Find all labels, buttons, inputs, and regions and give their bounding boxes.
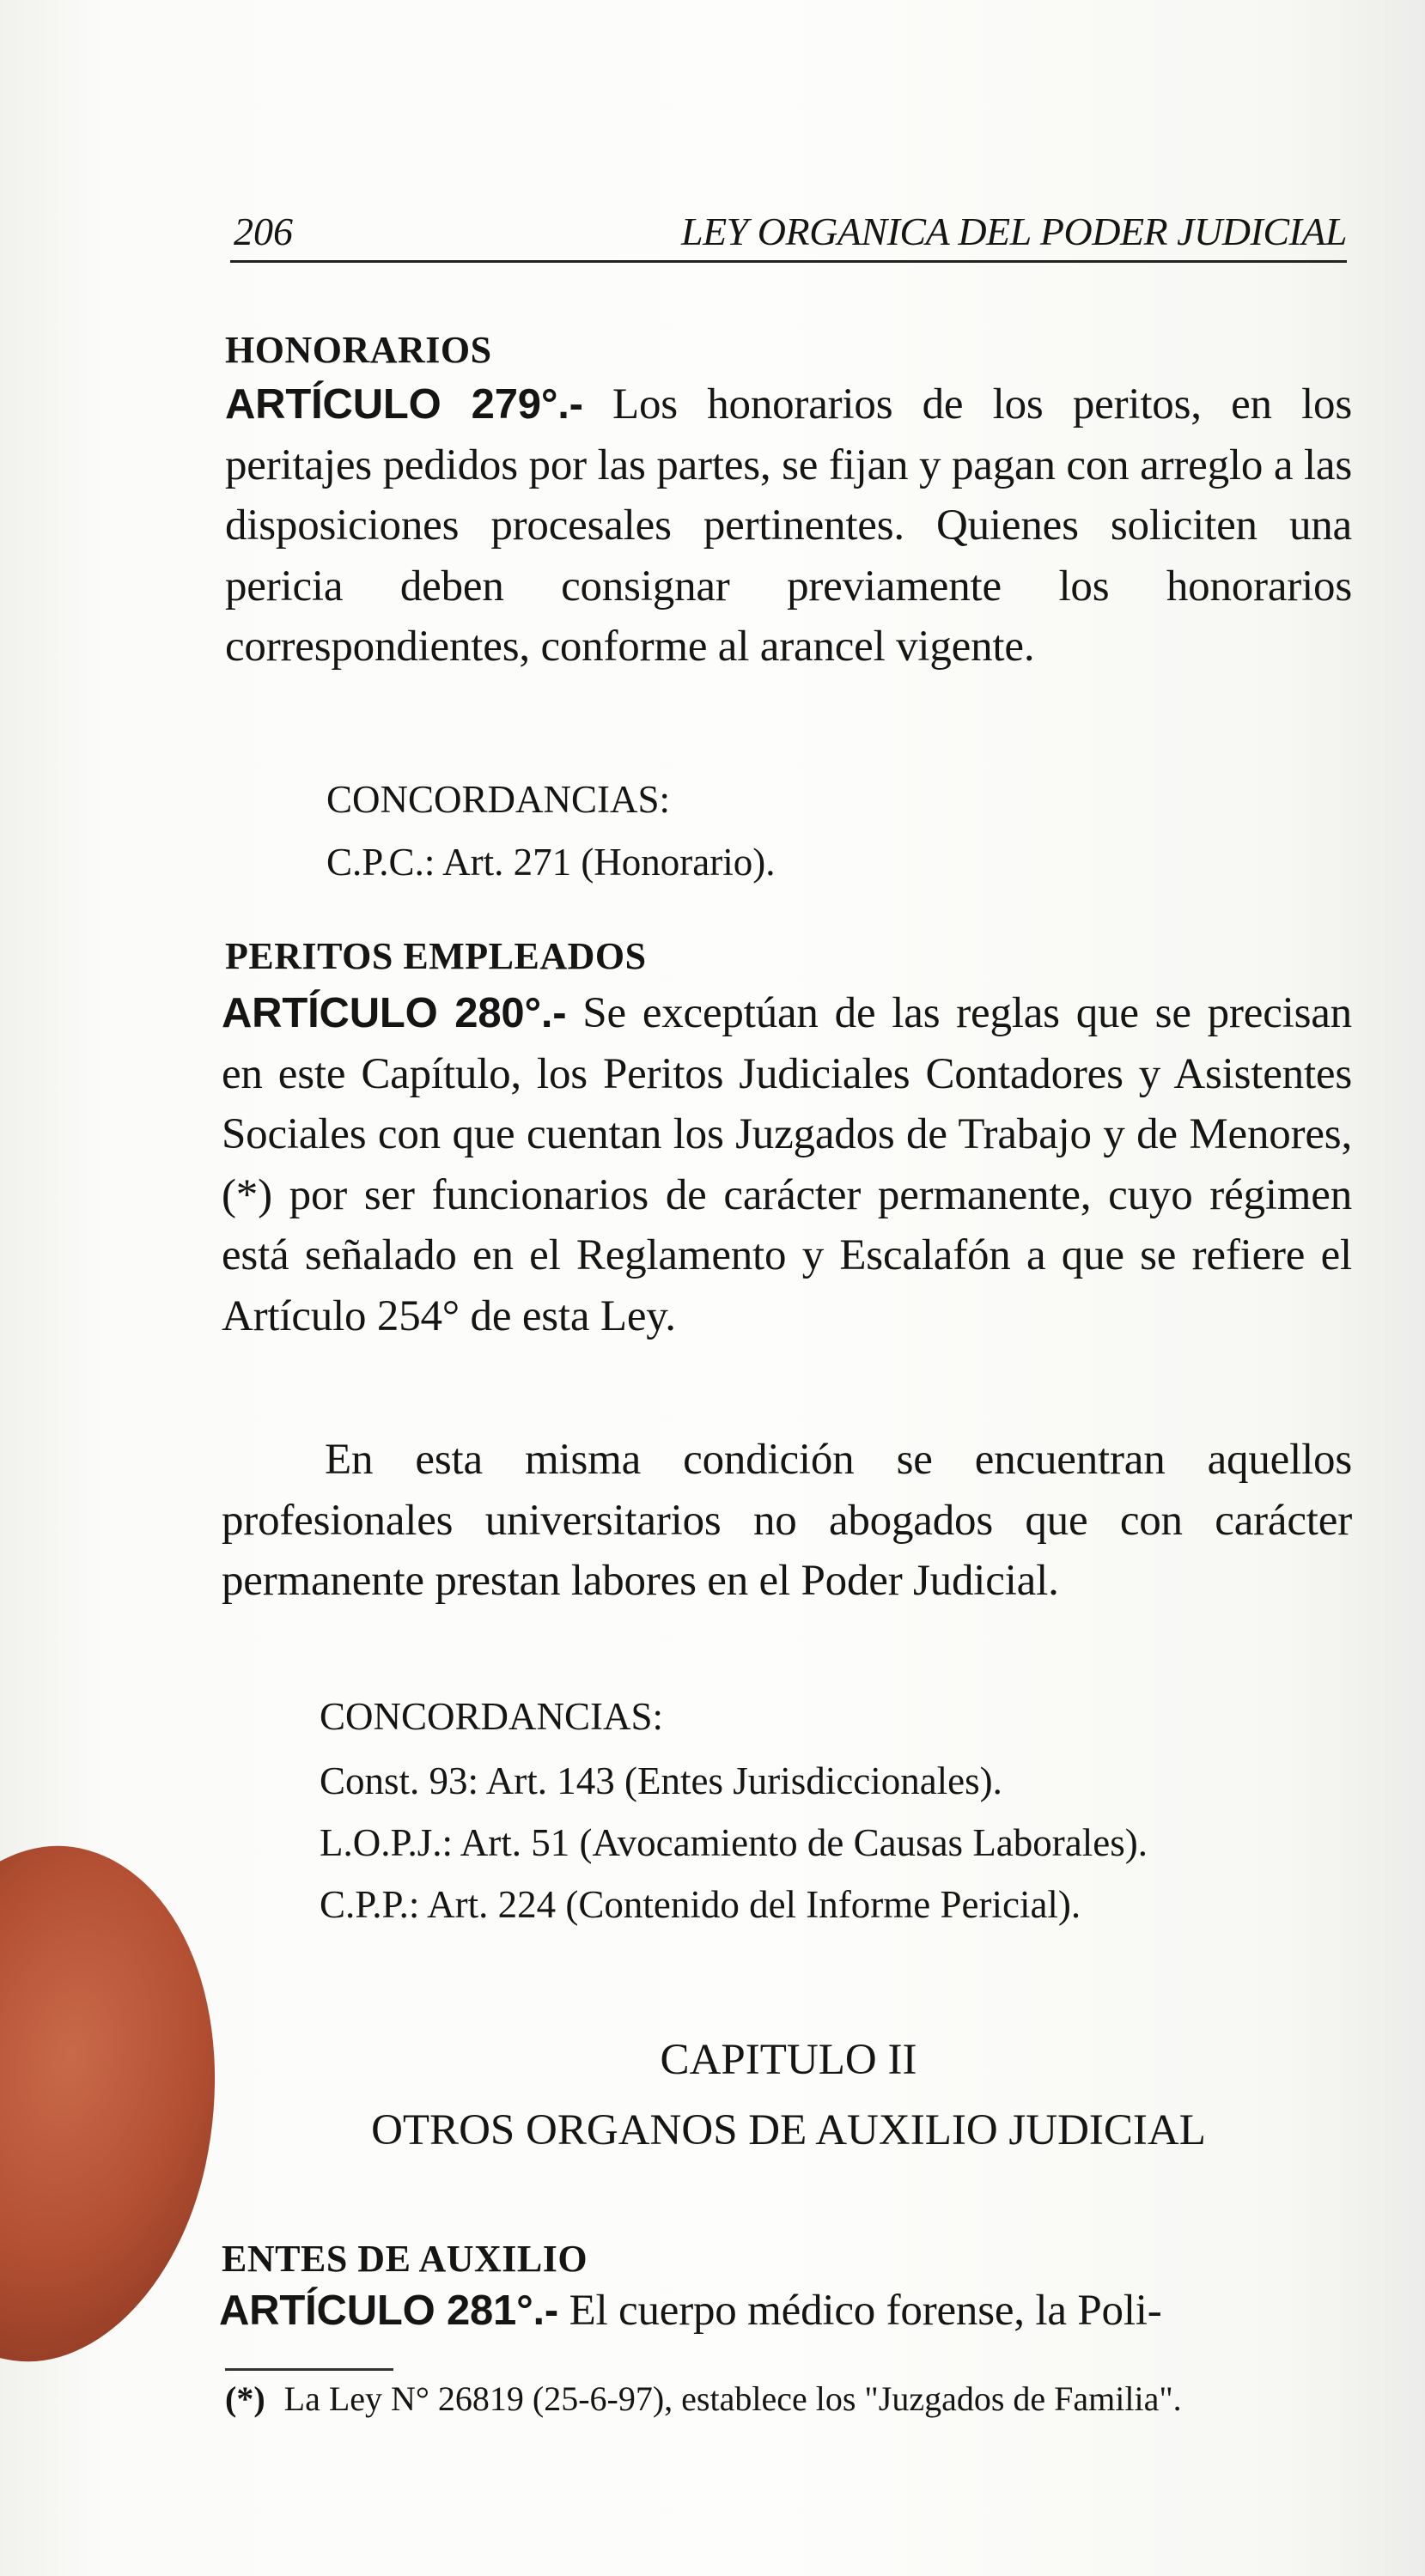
concordancia-280-2: L.O.P.J.: Art. 51 (Avocamiento de Causas Laborales). xyxy=(320,1821,1148,1864)
concordancias-label-279: CONCORDANCIAS: xyxy=(326,778,671,821)
section-heading-honorarios: HONORARIOS xyxy=(225,329,492,371)
article-280-second-paragraph: En esta misma condición se encuentran aquellos profesionales universitarios no abogados que con carácter permanente prestan labores en el Poder Judicial. xyxy=(222,1436,1352,1605)
concordancia-280-1: Const. 93: Art. 143 (Entes Jurisdiccionales). xyxy=(320,1759,1002,1802)
article-279-label: ARTÍCULO 279°.- xyxy=(225,381,583,428)
section-heading-peritos-empleados: PERITOS EMPLEADOS xyxy=(225,935,647,977)
footnote-rule xyxy=(225,2368,393,2371)
article-280-text: Se exceptúan de las reglas que se precisan en este Capítulo, los Peritos Judiciales Contadores y Asistentes Sociales con que cuentan los Juzgados de Trabajo y de Menores,(*) por ser funcionarios de carácter permanente, cuyo régimen está señalado en el Reglamento y Escalafón a que se refiere el Artículo 254° de esta Ley. xyxy=(222,989,1352,1340)
chapter-number: CAPITULO II xyxy=(660,2036,917,2084)
concordancias-label-280: CONCORDANCIAS: xyxy=(320,1695,664,1738)
page-header xyxy=(230,203,1347,263)
article-279-text: Los honorarios de los peritos, en los peritajes pedidos por las partes, se fijan y pagan con arreglo a las disposiciones procesales pertinentes. Quienes soliciten una pericia deben consignar previamente los honorarios correspondientes, conforme al arancel vigente. xyxy=(225,380,1352,671)
section-heading-entes-de-auxilio: ENTES DE AUXILIO xyxy=(222,2238,588,2280)
article-281-label: ARTÍCULO 281°.- xyxy=(219,2287,559,2334)
running-title: LEY ORGANICA DEL PODER JUDICIAL xyxy=(680,210,1347,253)
footnote xyxy=(225,2379,1367,2419)
chapter-title: OTROS ORGANOS DE AUXILIO JUDICIAL xyxy=(371,2106,1206,2154)
article-280-label: ARTÍCULO 280°.- xyxy=(222,990,567,1036)
article-281-text: El cuerpo médico forense, la Poli- xyxy=(558,2287,1162,2335)
footnote-mark: (*) xyxy=(225,2379,265,2418)
footnote-text: La Ley N° 26819 (25-6-97), establece los "Juzgados de Familia". xyxy=(283,2379,1182,2418)
article-280-paragraph xyxy=(222,983,1352,1346)
page-number: 206 xyxy=(234,210,293,253)
article-279-paragraph xyxy=(225,374,1352,677)
article-281-paragraph xyxy=(219,2281,1361,2342)
concordancia-279-1: C.P.C.: Art. 271 (Honorario). xyxy=(326,841,776,884)
concordancia-280-3: C.P.P.: Art. 224 (Contenido del Informe Pericial). xyxy=(320,1883,1081,1926)
header-rule xyxy=(230,260,1347,263)
